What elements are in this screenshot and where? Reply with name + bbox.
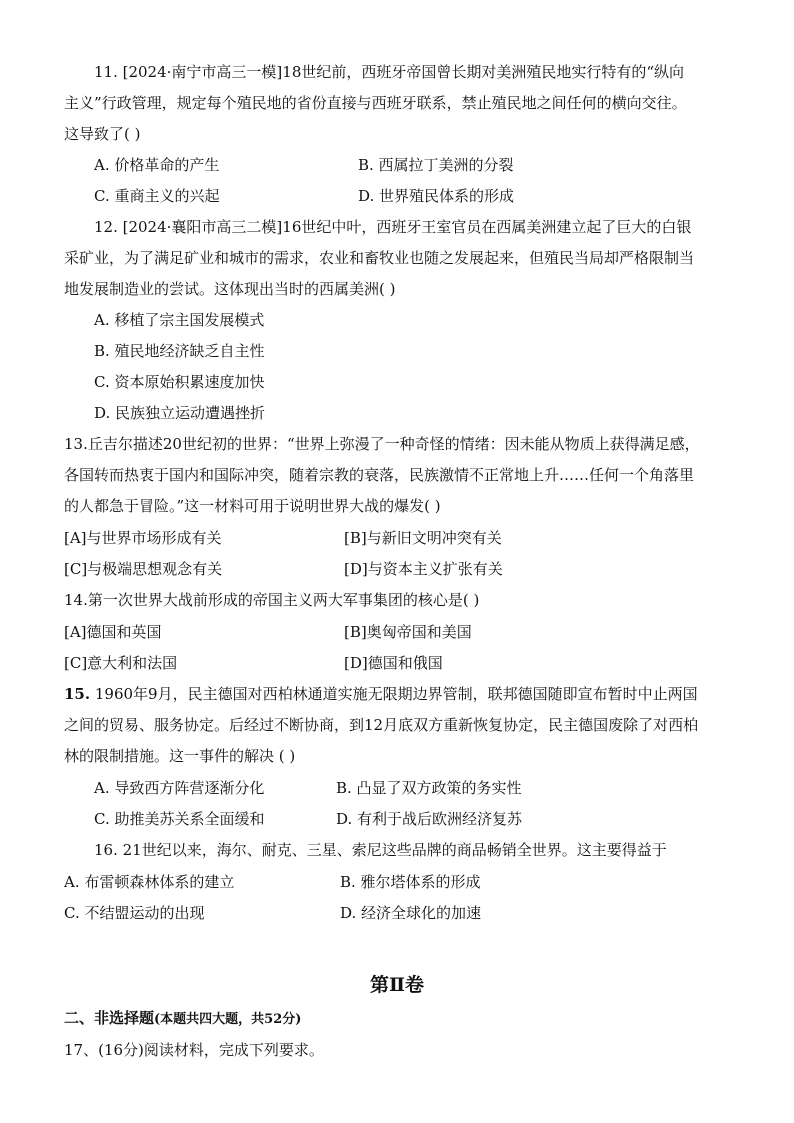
q13-stem-line3: 的人都急于冒险。”这一材料可用于说明世界大战的爆发( ) xyxy=(64,497,441,515)
q13-stem-line2: 各国转而热衷于国内和国际冲突，随着宗教的衰落，民族激情不正常地上升……任何一个角落里 xyxy=(64,466,695,484)
q11-option-a: A. 价格革命的产生 xyxy=(94,156,220,174)
q14-option-b: [B]奥匈帝国和美国 xyxy=(344,623,472,641)
q15-stem-line1-text: 1960年9月，民主德国对西柏林通道实施无限期边界管制，联邦德国随即宣布暂时中止两国 xyxy=(90,685,698,703)
q14-option-d: [D]德国和俄国 xyxy=(344,654,443,672)
q11-option-b: B. 西属拉丁美洲的分裂 xyxy=(358,156,514,174)
q15-number: 15. xyxy=(64,685,91,703)
q16-option-c: C. 不结盟运动的出现 xyxy=(64,904,205,922)
q12-option-c: C. 资本原始积累速度加快 xyxy=(94,373,265,391)
part2-heading: 二、非选择题 xyxy=(64,1009,155,1027)
q14-option-a: [A]德国和英国 xyxy=(64,623,162,641)
part2-heading-note: (本题共四大题，共52分) xyxy=(154,1012,302,1027)
q12-stem-line3: 地发展制造业的尝试。这体现出当时的西属美洲( ) xyxy=(64,280,396,298)
q15-option-d: D. 有利于战后欧洲经济复苏 xyxy=(336,810,523,828)
q16-option-b: B. 雅尔塔体系的形成 xyxy=(340,873,481,891)
q11-stem-line3: 这导致了( ) xyxy=(64,125,141,143)
q15-stem-line1 xyxy=(64,684,698,704)
q13-option-a: [A]与世界市场形成有关 xyxy=(64,529,222,547)
q16-stem: 16. 21世纪以来，海尔、耐克、三星、索尼这些品牌的商品畅销全世界。这主要得益于 xyxy=(94,841,667,859)
q11-option-d: D. 世界殖民体系的形成 xyxy=(358,187,515,205)
q12-stem-line2: 采矿业，为了满足矿业和城市的需求，农业和畜牧业也随之发展起来，但殖民当局却严格限制当 xyxy=(64,249,695,267)
q12-option-d: D. 民族独立运动遭遇挫折 xyxy=(94,404,266,422)
q13-stem-line1: 13.丘吉尔描述20世纪初的世界：“世界上弥漫了一种奇怪的情绪：因未能从物质上获得满足感， xyxy=(64,435,700,453)
q16-option-d: D. 经济全球化的加速 xyxy=(340,904,482,922)
q11-stem-line1: 11. [2024·南宁市高三一模]18世纪前，西班牙帝国曾长期对美洲殖民地实行特有的“纵向 xyxy=(94,63,685,81)
q13-option-b: [B]与新旧文明冲突有关 xyxy=(344,529,502,547)
part2-title: 第Ⅱ卷 xyxy=(369,974,424,996)
q15-stem-line2: 之间的贸易、服务协定。后经过不断协商，到12月底双方重新恢复协定，民主德国废除了对西柏 xyxy=(64,716,699,734)
q15-option-b: B. 凸显了双方政策的务实性 xyxy=(336,779,522,797)
q14-option-c: [C]意大利和法国 xyxy=(64,654,178,672)
q12-stem-line1: 12. [2024·襄阳市高三二模]16世纪中叶，西班牙王室官员在西属美洲建立起了巨大的白银 xyxy=(94,218,692,236)
q12-option-a: A. 移植了宗主国发展模式 xyxy=(94,311,265,329)
q13-option-c: [C]与极端思想观念有关 xyxy=(64,560,223,578)
q15-stem-line3: 林的限制措施。这一事件的解决 ( ) xyxy=(64,747,296,765)
q11-stem-line2: 主义”行政管理，规定每个殖民地的省份直接与西班牙联系，禁止殖民地之间任何的横向交往。 xyxy=(64,94,687,112)
q13-option-d: [D]与资本主义扩张有关 xyxy=(344,560,503,578)
q15-option-a: A. 导致西方阵营逐渐分化 xyxy=(94,779,265,797)
q15-option-c: C. 助推美苏关系全面缓和 xyxy=(94,810,265,828)
q17-stem: 17、(16分)阅读材料，完成下列要求。 xyxy=(64,1041,324,1059)
q14-stem: 14.第一次世界大战前形成的帝国主义两大军事集团的核心是( ) xyxy=(64,591,480,609)
q12-option-b: B. 殖民地经济缺乏自主性 xyxy=(94,342,265,360)
part2-heading-line xyxy=(64,1008,301,1030)
q11-option-c: C. 重商主义的兴起 xyxy=(94,187,220,205)
q16-option-a: A. 布雷顿森林体系的建立 xyxy=(64,873,235,891)
